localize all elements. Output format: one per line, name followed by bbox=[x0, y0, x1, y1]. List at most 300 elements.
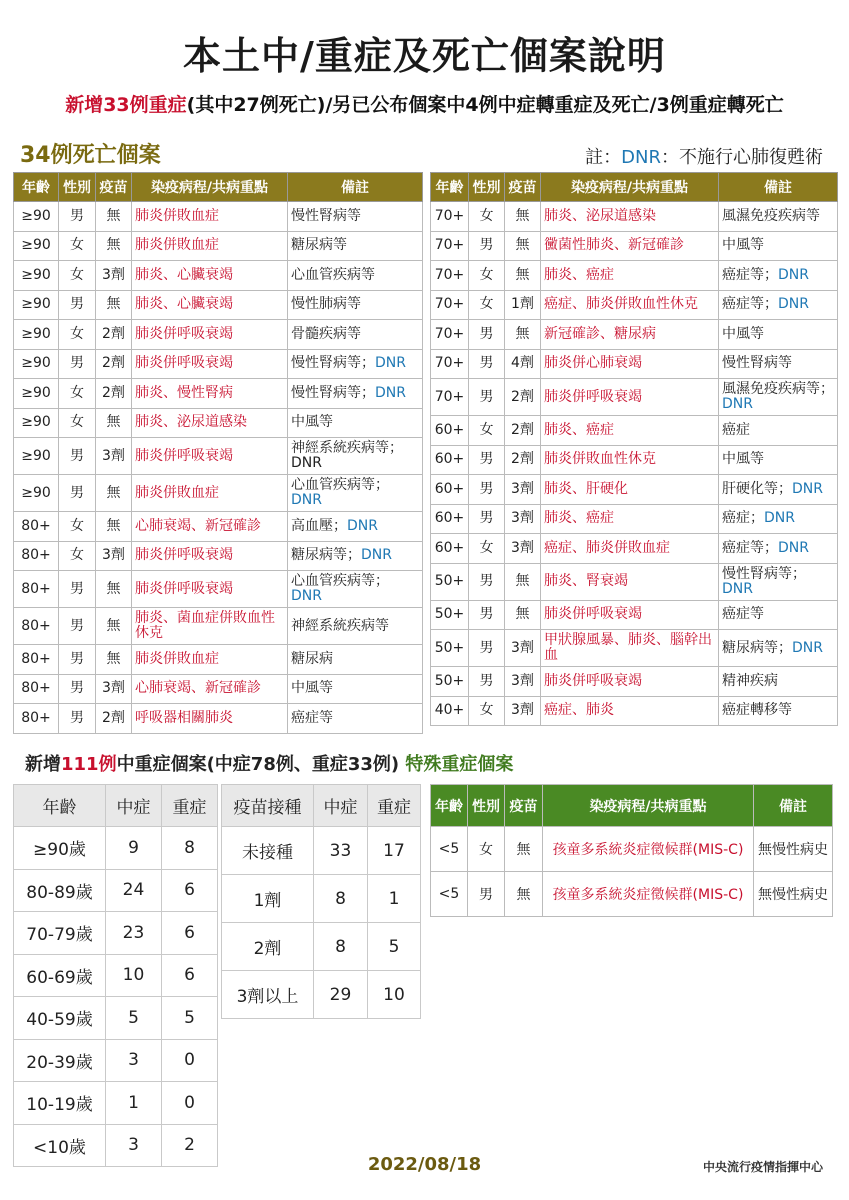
column-header: 染疫病程/共病重點 bbox=[132, 173, 288, 202]
note-cell bbox=[719, 416, 838, 446]
note-dnr: DNR bbox=[621, 147, 661, 168]
dnr-label: DNR bbox=[778, 539, 809, 556]
table-row bbox=[14, 1039, 218, 1082]
vaccine-cell: 無 bbox=[96, 512, 132, 542]
table-row bbox=[431, 600, 838, 630]
table-row bbox=[431, 445, 838, 475]
column-header: 年齡 bbox=[431, 173, 469, 202]
age-cell: ≥90 bbox=[14, 379, 59, 409]
vaccine-cell: 無 bbox=[505, 320, 541, 350]
vaccine-cell: 無 bbox=[96, 290, 132, 320]
note-text: 中風等 bbox=[291, 414, 333, 431]
diagnosis-cell: 肺炎併呼吸衰竭 bbox=[132, 541, 288, 571]
table-cell: 8 bbox=[314, 923, 368, 971]
note-cell bbox=[719, 379, 838, 416]
note-text: 心血管疾病等 bbox=[291, 266, 375, 283]
vaccine-cell: 無 bbox=[505, 231, 541, 261]
note-cell bbox=[719, 696, 838, 726]
table-cell: ≥90歲 bbox=[14, 827, 106, 870]
table-cell: 0 bbox=[162, 1082, 218, 1125]
dnr-label: DNR bbox=[778, 266, 809, 283]
age-cell: 80+ bbox=[14, 674, 59, 704]
vaccine-cell: 無 bbox=[505, 563, 541, 600]
death-cases-table-left bbox=[13, 172, 423, 734]
note-cell bbox=[288, 231, 423, 261]
note-cell bbox=[288, 290, 423, 320]
note-text: 癌症 bbox=[722, 421, 750, 438]
age-cell: 70+ bbox=[431, 261, 469, 291]
new-cases-title bbox=[25, 750, 513, 776]
age-cell: ≥90 bbox=[14, 261, 59, 291]
vaccine-cell: 2劑 bbox=[505, 416, 541, 446]
table-cell: 2劑 bbox=[222, 923, 314, 971]
diagnosis-cell: 肺炎併呼吸衰竭 bbox=[132, 320, 288, 350]
age-cell: 50+ bbox=[431, 630, 469, 667]
table-row bbox=[14, 571, 423, 608]
note-cell bbox=[288, 202, 423, 232]
table-row bbox=[431, 696, 838, 726]
note-cell bbox=[719, 504, 838, 534]
note-text: 癌症等； bbox=[722, 296, 778, 313]
vaccine-cell: 無 bbox=[96, 408, 132, 438]
table-cell: 5 bbox=[368, 923, 421, 971]
column-header: 備註 bbox=[719, 173, 838, 202]
table-row bbox=[222, 827, 421, 875]
sex-cell: 男 bbox=[469, 667, 505, 697]
age-cell: 70+ bbox=[431, 379, 469, 416]
vaccine-cell: 4劑 bbox=[505, 349, 541, 379]
age-cell: 80+ bbox=[14, 512, 59, 542]
age-cell: 70+ bbox=[431, 290, 469, 320]
note-text: 神經系統疾病等 bbox=[291, 617, 389, 634]
column-header: 疫苗接種 bbox=[222, 785, 314, 827]
table-row bbox=[14, 997, 218, 1040]
note-text: 中風等 bbox=[291, 680, 333, 697]
sex-cell: 女 bbox=[59, 320, 96, 350]
diagnosis-cell: 肺炎併敗血症 bbox=[132, 475, 288, 512]
table-cell: 60-69歲 bbox=[14, 954, 106, 997]
note-cell bbox=[719, 445, 838, 475]
sex-cell: 男 bbox=[59, 290, 96, 320]
page-subtitle bbox=[0, 90, 849, 117]
table-cell: 20-39歲 bbox=[14, 1039, 106, 1082]
note-text: 慢性腎病等； bbox=[291, 355, 375, 372]
table-row bbox=[431, 534, 838, 564]
age-cell: 60+ bbox=[431, 416, 469, 446]
diagnosis-cell: 肺炎、癌症 bbox=[541, 261, 719, 291]
sex-cell: 男 bbox=[469, 320, 505, 350]
age-cell: 80+ bbox=[14, 704, 59, 734]
table-cell: 5 bbox=[106, 997, 162, 1040]
column-header: 重症 bbox=[162, 785, 218, 827]
column-header: 疫苗 bbox=[96, 173, 132, 202]
note-text: 糖尿病 bbox=[291, 650, 333, 667]
table-cell: 24 bbox=[106, 869, 162, 912]
report-date: 2022/08/18 bbox=[367, 1154, 482, 1175]
diagnosis-cell: 肺炎併呼吸衰竭 bbox=[132, 349, 288, 379]
table-cell: 6 bbox=[162, 912, 218, 955]
diagnosis-cell: 肺炎、菌血症併敗血性休克 bbox=[132, 608, 288, 645]
table-row bbox=[14, 912, 218, 955]
sex-cell: 男 bbox=[59, 202, 96, 232]
vaccine-cell: 無 bbox=[505, 202, 541, 232]
vaccine-stats-table bbox=[221, 784, 421, 1019]
diagnosis-cell: 肺炎、癌症 bbox=[541, 416, 719, 446]
column-header: 年齡 bbox=[14, 173, 59, 202]
diagnosis-cell: 肺炎併呼吸衰竭 bbox=[541, 667, 719, 697]
sex-cell: 女 bbox=[59, 379, 96, 409]
diagnosis-cell: 肺炎併呼吸衰竭 bbox=[132, 438, 288, 475]
note-cell bbox=[288, 438, 423, 475]
sex-cell: 男 bbox=[59, 645, 96, 675]
table-row bbox=[14, 1082, 218, 1125]
note-text: 心血管疾病等； bbox=[291, 573, 389, 589]
dnr-label: DNR bbox=[347, 517, 378, 534]
dnr-label: DNR bbox=[375, 384, 406, 401]
age-cell: 40+ bbox=[431, 696, 469, 726]
note-cell bbox=[288, 349, 423, 379]
diagnosis-cell: 肺炎併呼吸衰竭 bbox=[541, 379, 719, 416]
age-cell: 50+ bbox=[431, 563, 469, 600]
table-cell: 10-19歲 bbox=[14, 1082, 106, 1125]
dnr-label: DNR bbox=[792, 480, 823, 497]
table-row bbox=[14, 869, 218, 912]
age-cell: 50+ bbox=[431, 667, 469, 697]
age-cell: ≥90 bbox=[14, 231, 59, 261]
vaccine-cell: 無 bbox=[96, 202, 132, 232]
sex-cell: 男 bbox=[469, 630, 505, 667]
vaccine-cell: 無 bbox=[96, 645, 132, 675]
sex-cell: 女 bbox=[59, 541, 96, 571]
vaccine-cell: 3劑 bbox=[96, 261, 132, 291]
table-cell: 1 bbox=[106, 1082, 162, 1125]
table-cell: 孩童多系統炎症徵候群(MIS-C) bbox=[543, 827, 754, 872]
note-cell bbox=[288, 608, 423, 645]
diagnosis-cell: 肺炎併敗血症 bbox=[132, 231, 288, 261]
table-cell: 6 bbox=[162, 869, 218, 912]
vaccine-cell: 無 bbox=[96, 475, 132, 512]
diagnosis-cell: 癌症、肺炎 bbox=[541, 696, 719, 726]
age-stats-table bbox=[13, 784, 218, 1167]
note-text: ：不施行心肺復甦術 bbox=[661, 147, 823, 168]
table-cell: 70-79歲 bbox=[14, 912, 106, 955]
table-row bbox=[14, 438, 423, 475]
table-cell: 80-89歲 bbox=[14, 869, 106, 912]
table-row bbox=[14, 349, 423, 379]
diagnosis-cell: 黴菌性肺炎、新冠確診 bbox=[541, 231, 719, 261]
table-cell: 29 bbox=[314, 971, 368, 1019]
table-row bbox=[431, 231, 838, 261]
diagnosis-cell: 新冠確診、糖尿病 bbox=[541, 320, 719, 350]
note-cell bbox=[288, 571, 423, 608]
table-cell: 男 bbox=[468, 872, 505, 917]
sex-cell: 男 bbox=[469, 600, 505, 630]
diagnosis-cell: 肺炎、慢性腎病 bbox=[132, 379, 288, 409]
note-cell bbox=[719, 261, 838, 291]
dnr-note bbox=[585, 143, 823, 169]
vaccine-cell: 無 bbox=[505, 261, 541, 291]
diagnosis-cell: 肺炎併敗血性休克 bbox=[541, 445, 719, 475]
table-cell: 3 bbox=[106, 1124, 162, 1167]
diagnosis-cell: 癌症、肺炎併敗血性休克 bbox=[541, 290, 719, 320]
table-row bbox=[431, 667, 838, 697]
age-cell: 70+ bbox=[431, 202, 469, 232]
dnr-label: DNR bbox=[291, 492, 322, 508]
note-cell bbox=[719, 534, 838, 564]
table-cell: 0 bbox=[162, 1039, 218, 1082]
note-cell bbox=[719, 349, 838, 379]
diagnosis-cell: 肺炎、心臟衰竭 bbox=[132, 261, 288, 291]
dnr-label: DNR bbox=[361, 547, 392, 564]
note-cell bbox=[288, 645, 423, 675]
table-cell: <10歲 bbox=[14, 1124, 106, 1167]
vaccine-cell: 3劑 bbox=[505, 534, 541, 564]
vaccine-cell: 無 bbox=[505, 600, 541, 630]
sex-cell: 女 bbox=[59, 512, 96, 542]
page-title: 本土中/重症及死亡個案說明 bbox=[183, 34, 666, 78]
note-cell bbox=[719, 600, 838, 630]
sex-cell: 女 bbox=[59, 408, 96, 438]
organization-name: 中央流行疫情指揮中心 bbox=[702, 1160, 823, 1174]
table-row bbox=[14, 954, 218, 997]
note-text: 慢性肺病等 bbox=[291, 296, 361, 313]
new-cases-num: 111例 bbox=[61, 754, 117, 775]
table-row bbox=[14, 512, 423, 542]
table-cell: <5 bbox=[431, 872, 468, 917]
vaccine-cell: 3劑 bbox=[505, 475, 541, 505]
death-cases-table-right bbox=[430, 172, 838, 726]
table-row bbox=[431, 202, 838, 232]
table-row bbox=[431, 872, 833, 917]
dnr-label: DNR bbox=[792, 639, 823, 656]
note-text: 中風等 bbox=[722, 325, 764, 342]
subtitle-rest: (其中27例死亡)/另已公布個案中4例中症轉重症及死亡/3例重症轉死亡 bbox=[186, 94, 784, 116]
table-cell: 1劑 bbox=[222, 875, 314, 923]
table-cell: 3劑以上 bbox=[222, 971, 314, 1019]
note-text: 慢性腎病等 bbox=[291, 207, 361, 224]
table-cell: 33 bbox=[314, 827, 368, 875]
column-header: 年齡 bbox=[14, 785, 106, 827]
table-cell: 5 bbox=[162, 997, 218, 1040]
diagnosis-cell: 甲狀腺風暴、肺炎、腦幹出血 bbox=[541, 630, 719, 667]
table-row bbox=[14, 827, 218, 870]
note-text: 肝硬化等； bbox=[722, 480, 792, 497]
vaccine-cell: 無 bbox=[96, 608, 132, 645]
sex-cell: 女 bbox=[469, 696, 505, 726]
dnr-label: DNR bbox=[764, 510, 795, 527]
new-cases-pre: 新增 bbox=[25, 754, 61, 775]
note-text: 糖尿病等； bbox=[291, 547, 361, 564]
table-cell: 孩童多系統炎症徵候群(MIS-C) bbox=[543, 872, 754, 917]
sex-cell: 男 bbox=[469, 563, 505, 600]
note-cell bbox=[719, 630, 838, 667]
table-row bbox=[14, 704, 423, 734]
note-cell bbox=[288, 261, 423, 291]
age-cell: 80+ bbox=[14, 645, 59, 675]
diagnosis-cell: 心肺衰竭、新冠確診 bbox=[132, 674, 288, 704]
table-cell: 無 bbox=[505, 872, 543, 917]
table-cell: 1 bbox=[368, 875, 421, 923]
note-text: 精神疾病 bbox=[722, 672, 778, 689]
note-text: 癌症等 bbox=[722, 606, 764, 623]
note-text: 慢性腎病等； bbox=[291, 384, 375, 401]
table-row bbox=[431, 349, 838, 379]
table-row bbox=[14, 290, 423, 320]
note-text: 心血管疾病等； bbox=[291, 477, 389, 493]
age-cell: 50+ bbox=[431, 600, 469, 630]
table-cell: 10 bbox=[106, 954, 162, 997]
column-header: 性別 bbox=[469, 173, 505, 202]
note-text: 癌症等； bbox=[722, 539, 778, 556]
table-row bbox=[431, 827, 833, 872]
table-cell: <5 bbox=[431, 827, 468, 872]
note-cell bbox=[288, 379, 423, 409]
diagnosis-cell: 心肺衰竭、新冠確診 bbox=[132, 512, 288, 542]
sex-cell: 男 bbox=[59, 349, 96, 379]
age-cell: 80+ bbox=[14, 608, 59, 645]
dnr-label: DNR bbox=[722, 580, 753, 597]
table-row bbox=[14, 320, 423, 350]
sex-cell: 女 bbox=[469, 534, 505, 564]
note-cell bbox=[719, 563, 838, 600]
diagnosis-cell: 肺炎併呼吸衰竭 bbox=[132, 571, 288, 608]
column-header: 染疫病程/共病重點 bbox=[541, 173, 719, 202]
age-cell: 60+ bbox=[431, 534, 469, 564]
vaccine-cell: 3劑 bbox=[96, 674, 132, 704]
column-header: 性別 bbox=[468, 785, 505, 827]
age-cell: ≥90 bbox=[14, 408, 59, 438]
note-prefix: 註： bbox=[585, 147, 622, 168]
note-text: 慢性腎病等 bbox=[722, 355, 792, 372]
column-header: 染疫病程/共病重點 bbox=[543, 785, 754, 827]
column-header: 中症 bbox=[314, 785, 368, 827]
sex-cell: 男 bbox=[469, 475, 505, 505]
sex-cell: 男 bbox=[59, 674, 96, 704]
note-text: 風濕免疫疾病等 bbox=[722, 207, 820, 224]
column-header: 重症 bbox=[368, 785, 421, 827]
table-row bbox=[14, 475, 423, 512]
column-header: 性別 bbox=[59, 173, 96, 202]
note-cell bbox=[719, 202, 838, 232]
dnr-label: DNR bbox=[778, 296, 809, 313]
vaccine-cell: 1劑 bbox=[505, 290, 541, 320]
age-cell: 60+ bbox=[431, 445, 469, 475]
note-cell bbox=[719, 320, 838, 350]
table-row bbox=[14, 379, 423, 409]
dnr-label: DNR bbox=[375, 355, 406, 372]
vaccine-cell: 2劑 bbox=[96, 704, 132, 734]
vaccine-cell: 無 bbox=[96, 231, 132, 261]
column-header: 疫苗 bbox=[505, 173, 541, 202]
diagnosis-cell: 肺炎、癌症 bbox=[541, 504, 719, 534]
table-row bbox=[431, 630, 838, 667]
diagnosis-cell: 肺炎、肝硬化 bbox=[541, 475, 719, 505]
table-row bbox=[14, 202, 423, 232]
vaccine-cell: 2劑 bbox=[96, 320, 132, 350]
table-row bbox=[222, 875, 421, 923]
sex-cell: 男 bbox=[59, 475, 96, 512]
table-cell: 無慢性病史 bbox=[754, 872, 833, 917]
table-row bbox=[14, 645, 423, 675]
sex-cell: 男 bbox=[469, 445, 505, 475]
column-header: 備註 bbox=[754, 785, 833, 827]
vaccine-cell: 2劑 bbox=[96, 349, 132, 379]
table-row bbox=[431, 504, 838, 534]
age-cell: ≥90 bbox=[14, 438, 59, 475]
sex-cell: 男 bbox=[59, 438, 96, 475]
note-text: 中風等 bbox=[722, 237, 764, 254]
sex-cell: 女 bbox=[469, 416, 505, 446]
note-cell bbox=[288, 512, 423, 542]
special-cases-title: 特殊重症個案 bbox=[405, 754, 514, 775]
age-cell: 70+ bbox=[431, 320, 469, 350]
column-header: 中症 bbox=[106, 785, 162, 827]
table-cell: 無慢性病史 bbox=[754, 827, 833, 872]
vaccine-cell: 3劑 bbox=[505, 667, 541, 697]
note-cell bbox=[288, 475, 423, 512]
subtitle-highlight: 新增33例重症 bbox=[65, 94, 187, 116]
sex-cell: 男 bbox=[469, 231, 505, 261]
sex-cell: 女 bbox=[469, 202, 505, 232]
vaccine-cell: 無 bbox=[96, 571, 132, 608]
age-cell: 60+ bbox=[431, 475, 469, 505]
diagnosis-cell: 肺炎、心臟衰竭 bbox=[132, 290, 288, 320]
table-row bbox=[431, 563, 838, 600]
table-cell: 9 bbox=[106, 827, 162, 870]
table-row bbox=[431, 475, 838, 505]
death-section-title: 34例死亡個案 bbox=[20, 143, 161, 168]
note-text: 神經系統疾病等；DNR bbox=[291, 440, 403, 471]
note-cell bbox=[719, 667, 838, 697]
table-cell: 無 bbox=[505, 827, 543, 872]
diagnosis-cell: 肺炎併敗血症 bbox=[132, 202, 288, 232]
table-row bbox=[431, 416, 838, 446]
table-cell: 10 bbox=[368, 971, 421, 1019]
note-cell bbox=[288, 704, 423, 734]
table-row bbox=[222, 971, 421, 1019]
table-row bbox=[14, 608, 423, 645]
note-text: 糖尿病等 bbox=[291, 237, 347, 254]
table-cell: 8 bbox=[162, 827, 218, 870]
diagnosis-cell: 肺炎併敗血症 bbox=[132, 645, 288, 675]
diagnosis-cell: 肺炎、泌尿道感染 bbox=[132, 408, 288, 438]
note-text: 癌症等 bbox=[291, 709, 333, 726]
sex-cell: 女 bbox=[59, 231, 96, 261]
special-cases-table bbox=[430, 784, 833, 917]
note-text: 高血壓； bbox=[291, 517, 347, 534]
table-row bbox=[431, 320, 838, 350]
note-text: 中風等 bbox=[722, 451, 764, 468]
vaccine-cell: 2劑 bbox=[96, 379, 132, 409]
diagnosis-cell: 肺炎、泌尿道感染 bbox=[541, 202, 719, 232]
table-cell: 女 bbox=[468, 827, 505, 872]
note-cell bbox=[288, 541, 423, 571]
note-cell bbox=[288, 408, 423, 438]
table-cell: 3 bbox=[106, 1039, 162, 1082]
age-cell: 80+ bbox=[14, 541, 59, 571]
vaccine-cell: 3劑 bbox=[505, 504, 541, 534]
table-row bbox=[431, 261, 838, 291]
age-cell: 60+ bbox=[431, 504, 469, 534]
table-row bbox=[431, 379, 838, 416]
sex-cell: 男 bbox=[469, 379, 505, 416]
sex-cell: 男 bbox=[59, 571, 96, 608]
vaccine-cell: 2劑 bbox=[505, 379, 541, 416]
table-row bbox=[14, 408, 423, 438]
table-cell: 23 bbox=[106, 912, 162, 955]
table-row bbox=[14, 261, 423, 291]
age-cell: ≥90 bbox=[14, 202, 59, 232]
